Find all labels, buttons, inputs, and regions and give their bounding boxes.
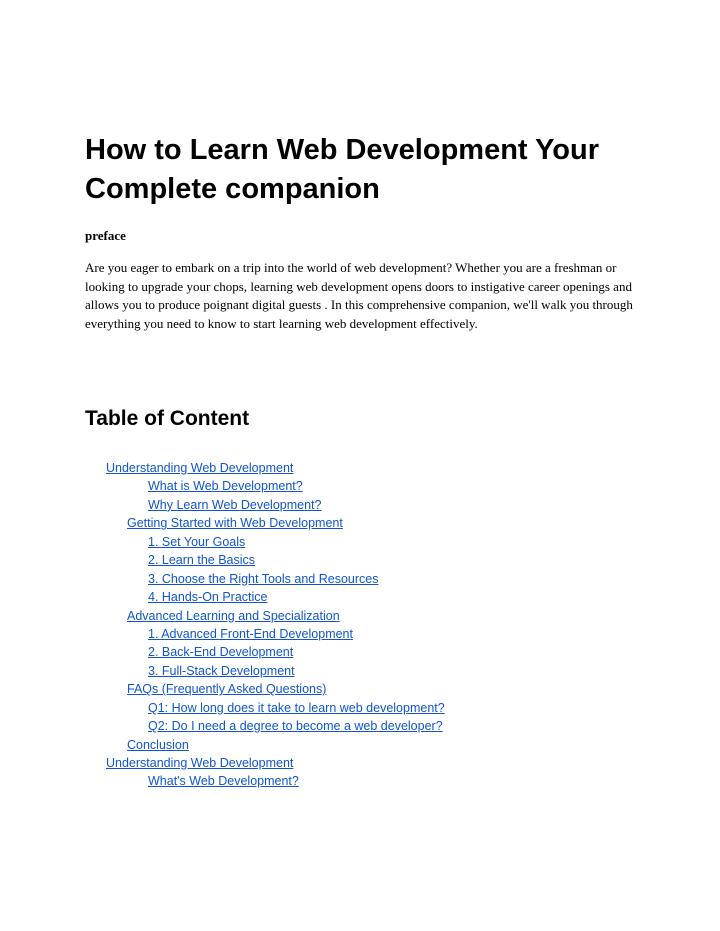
toc-item [85, 754, 445, 772]
toc-link[interactable]: Q2: Do I need a degree to become a web developer? [148, 719, 443, 734]
document-title: How to Learn Web Development Your Complete companion [85, 134, 600, 205]
toc-item [85, 514, 445, 532]
toc-item [85, 717, 445, 735]
toc-link[interactable]: 3. Full-Stack Development [148, 663, 295, 678]
toc-item [85, 551, 445, 569]
toc-item [85, 477, 445, 495]
toc-link[interactable]: 1. Set Your Goals [148, 534, 246, 549]
toc-item [85, 459, 445, 477]
toc-link[interactable]: Conclusion [127, 737, 189, 752]
toc-link[interactable]: 3. Choose the Right Tools and Resources [148, 571, 379, 586]
toc-link[interactable]: What's Web Development? [148, 774, 299, 789]
toc-link[interactable]: Understanding Web Development [106, 756, 294, 770]
toc-item [85, 496, 445, 514]
toc-link[interactable]: Advanced Learning and Specialization [127, 608, 340, 623]
toc-item [85, 699, 445, 717]
toc-link[interactable]: Why Learn Web Development? [148, 497, 322, 512]
toc-link[interactable]: Getting Started with Web Development [127, 516, 343, 531]
toc-link[interactable]: Understanding Web Development [106, 461, 294, 475]
toc-item [85, 588, 445, 606]
toc-item [85, 533, 445, 551]
toc-link[interactable]: 1. Advanced Front-End Development [148, 626, 353, 641]
toc-item [85, 680, 445, 698]
toc-item [85, 607, 445, 625]
toc-link[interactable]: Q1: How long does it take to learn web development? [148, 700, 445, 715]
toc-item [85, 736, 445, 754]
toc-item [85, 662, 445, 680]
toc-link[interactable]: 2. Learn the Basics [148, 553, 256, 568]
toc-heading: Table of Content [85, 407, 250, 430]
toc-item [85, 625, 445, 643]
intro-paragraph: Are you eager to embark on a trip into the world of web development? Whether you are a freshman or looking to upgrade your chops, learning web development opens doors to instigative career openings and allows you to produce poignant digital guests . In this comprehensive companion, we'll walk you through everything you need to know to start learning web development effectively. [85, 260, 633, 331]
toc-link[interactable]: 2. Back-End Development [148, 645, 294, 660]
toc-link[interactable]: What is Web Development? [148, 479, 303, 494]
preface-heading: preface [85, 228, 126, 243]
toc-link[interactable]: FAQs (Frequently Asked Questions) [127, 682, 327, 697]
toc-item [85, 772, 445, 790]
table-of-contents [85, 459, 445, 791]
toc-item [85, 570, 445, 588]
toc-item [85, 643, 445, 661]
toc-link[interactable]: 4. Hands-On Practice [148, 590, 268, 605]
